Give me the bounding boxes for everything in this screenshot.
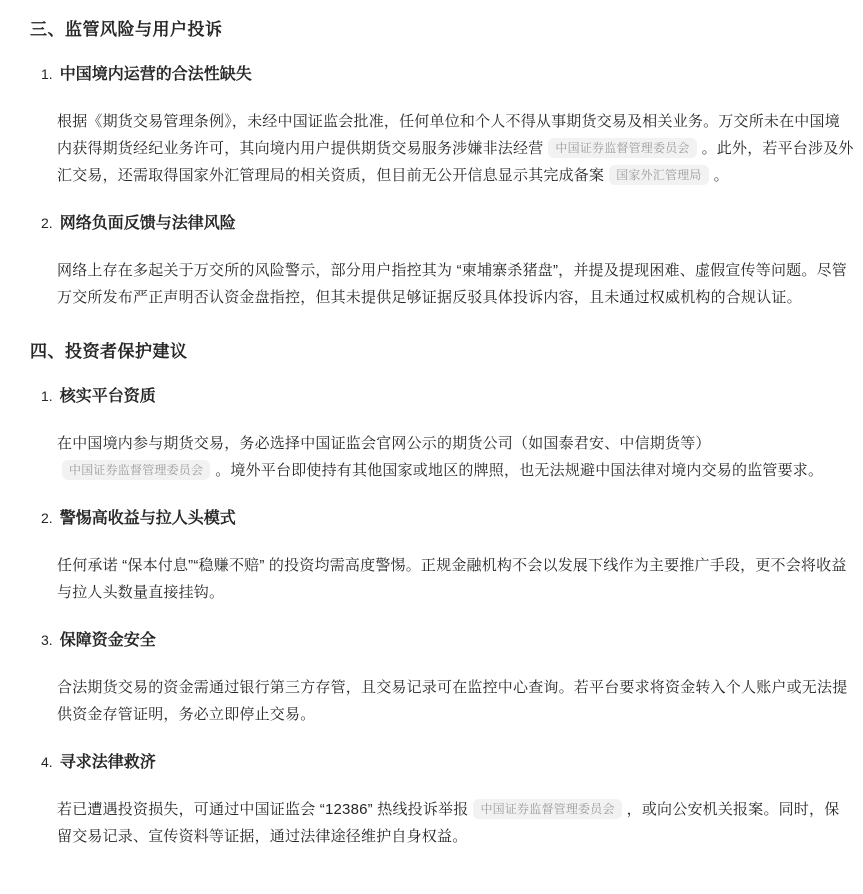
text-run: 网络上存在多起关于万交所的风险警示，部分用户指控其为 “柬埔寨杀猪盘”，并提及提现困难、虚假宣传等问题。尽管万交所发布严正声明否认资金盘指控，但其未提供足够证据反驳具体投诉内容，且未通过权威机构的合规认证。 xyxy=(57,262,847,306)
citation-badge[interactable]: 国家外汇管理局 xyxy=(609,165,708,185)
text-run: 。此外，若平台涉及外汇交易，还需取得国家外汇管理局的相关资质，但目前无公开信息显示其完成备案 xyxy=(57,140,854,184)
citation-badge[interactable]: 中国证券监督管理委员会 xyxy=(473,799,621,819)
citation-badge[interactable]: 中国证券监督管理委员会 xyxy=(62,460,210,480)
text-run: 。境外平台即使持有其他国家或地区的牌照，也无法规避中国法律对境内交易的监管要求。 xyxy=(215,462,824,479)
list-item-heading: 保障资金安全 xyxy=(59,632,156,649)
section-title: 三、监管风险与用户投诉 xyxy=(30,20,223,39)
paragraph xyxy=(57,552,854,606)
list-item-header xyxy=(30,387,854,407)
list-item-heading: 警惕高收益与拉人头模式 xyxy=(59,510,236,527)
citation-badge[interactable]: 中国证券监督管理委员会 xyxy=(548,138,696,158)
paragraph xyxy=(57,674,854,728)
text-run: 根据《期货交易管理条例》，未经中国证监会批准，任何单位和个人不得从事期货交易及相关业务。万交所未在中国境内获得期货经纪业务许可，其向境内用户提供期货交易服务涉嫌非法经营 xyxy=(57,113,840,157)
section-title: 四、投资者保护建议 xyxy=(30,342,188,361)
text-run: 。 xyxy=(713,167,729,184)
section-regulatory-risk xyxy=(30,19,854,311)
list-item-header xyxy=(30,509,854,529)
section-investor-protection xyxy=(30,341,854,850)
list-item-header xyxy=(30,214,854,234)
list-item-number: 3. xyxy=(41,632,53,648)
list-item-number: 2. xyxy=(41,510,53,526)
paragraph xyxy=(57,257,854,311)
text-run: ，或向公安机关报案。同时，保留交易记录、宣传资料等证据，通过法律途径维护自身权益。 xyxy=(57,801,840,845)
list-item-heading: 核实平台资质 xyxy=(59,388,156,405)
list-item xyxy=(30,509,854,606)
text-run: 任何承诺 “保本付息”“稳赚不赔” 的投资均需高度警惕。正规金融机构不会以发展下线作为主要推广手段，更不会将收益与拉人头数量直接挂钩。 xyxy=(57,557,847,601)
list-item-heading: 寻求法律救济 xyxy=(59,754,156,771)
paragraph xyxy=(57,796,854,850)
paragraph xyxy=(57,430,854,484)
list-item-number: 1. xyxy=(41,388,53,404)
list-item-header xyxy=(30,631,854,651)
list-item-number: 2. xyxy=(41,215,53,231)
text-run: 合法期货交易的资金需通过银行第三方存管，且交易记录可在监控中心查询。若平台要求将资金转入个人账户或无法提供资金存管证明，务必立即停止交易。 xyxy=(57,679,848,723)
list-item-heading: 网络负面反馈与法律风险 xyxy=(59,215,236,232)
text-run: 在中国境内参与期货交易，务必选择中国证监会官网公示的期货公司（如国泰君安、中信期货等） xyxy=(57,435,711,452)
list-item xyxy=(30,387,854,484)
list-item xyxy=(30,65,854,189)
list-item-number: 4. xyxy=(41,754,53,770)
text-run: 若已遭遇投资损失，可通过中国证监会 “12386” 热线投诉举报 xyxy=(57,801,469,818)
list-item xyxy=(30,753,854,850)
list-item-header xyxy=(30,65,854,85)
list-item xyxy=(30,631,854,728)
list-item-header xyxy=(30,753,854,773)
list-item-heading: 中国境内运营的合法性缺失 xyxy=(59,66,252,83)
list-item-number: 1. xyxy=(41,66,53,82)
paragraph xyxy=(57,108,854,189)
list-item xyxy=(30,214,854,311)
